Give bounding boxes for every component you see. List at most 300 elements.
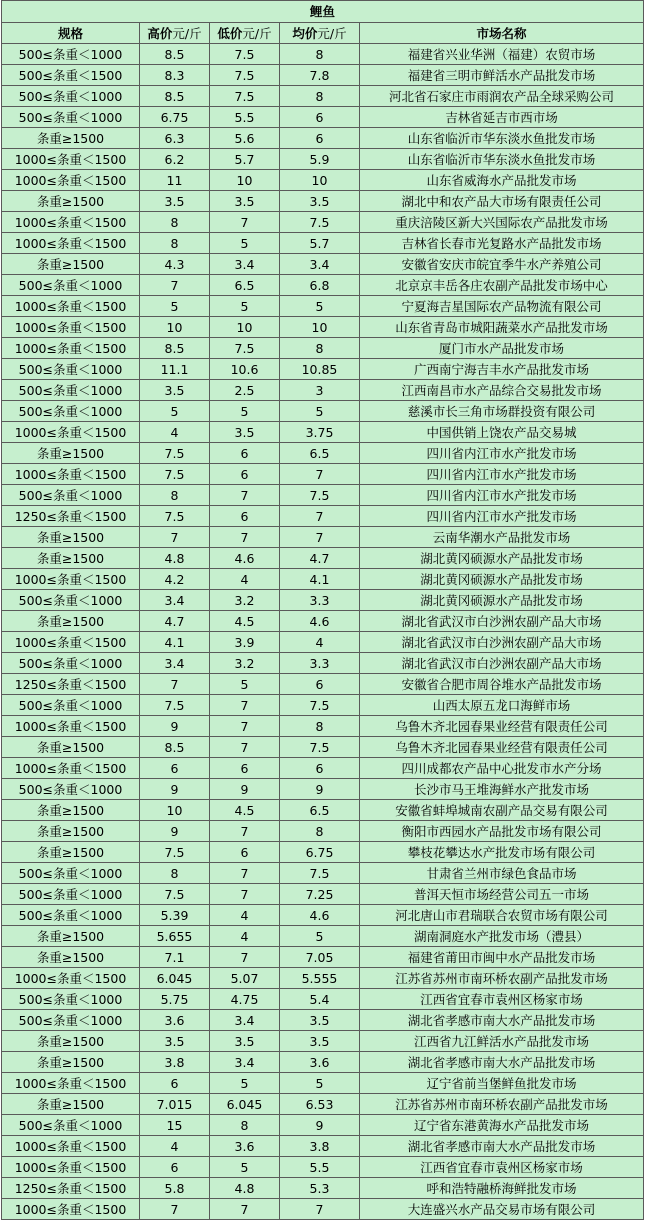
market-name-cell: 江西省宜春市袁州区杨家市场	[360, 1157, 644, 1178]
market-name-cell: 甘肃省兰州市绿色食品市场	[360, 863, 644, 884]
avg-price-cell: 7.8	[280, 65, 360, 86]
table-row	[2, 716, 644, 737]
table-row	[2, 254, 644, 275]
market-name-cell: 湖北黄冈硕源水产品批发市场	[360, 548, 644, 569]
high-price-cell: 7.1	[140, 947, 210, 968]
market-name-cell: 四川省内江市水产批发市场	[360, 485, 644, 506]
market-name-cell: 江苏省苏州市南环桥农副产品批发市场	[360, 1094, 644, 1115]
low-price-cell: 6	[210, 842, 280, 863]
high-price-cell: 5.8	[140, 1178, 210, 1199]
spec-cell: 条重≥1500	[2, 611, 140, 632]
low-price-cell: 5	[210, 674, 280, 695]
table-row	[2, 296, 644, 317]
avg-price-cell: 6.5	[280, 800, 360, 821]
low-price-cell: 3.4	[210, 1010, 280, 1031]
low-price-cell: 3.2	[210, 590, 280, 611]
market-name-cell: 四川省内江市水产批发市场	[360, 506, 644, 527]
high-price-cell: 11.1	[140, 359, 210, 380]
low-price-cell: 7	[210, 737, 280, 758]
low-price-cell: 7	[210, 716, 280, 737]
table-row	[2, 317, 644, 338]
avg-price-cell: 4.1	[280, 569, 360, 590]
high-price-cell: 9	[140, 779, 210, 800]
high-price-cell: 7.5	[140, 464, 210, 485]
table-row	[2, 149, 644, 170]
avg-price-cell: 5.9	[280, 149, 360, 170]
table-row	[2, 338, 644, 359]
low-price-cell: 3.5	[210, 1031, 280, 1052]
market-name-cell: 河北唐山市君瑞联合农贸市场有限公司	[360, 905, 644, 926]
avg-price-cell: 7.5	[280, 212, 360, 233]
avg-price-cell: 6.75	[280, 842, 360, 863]
avg-price-cell: 3.75	[280, 422, 360, 443]
high-price-cell: 4.3	[140, 254, 210, 275]
low-price-cell: 7	[210, 863, 280, 884]
header-avg-unit: 元/斤	[317, 25, 347, 41]
spec-cell: 条重≥1500	[2, 1052, 140, 1073]
market-name-cell: 湖北省武汉市白沙洲农副产品大市场	[360, 611, 644, 632]
low-price-cell: 10	[210, 170, 280, 191]
spec-cell: 条重≥1500	[2, 821, 140, 842]
avg-price-cell: 3.5	[280, 191, 360, 212]
market-name-cell: 福建省兴业华洲（福建）农贸市场	[360, 44, 644, 65]
low-price-cell: 4.5	[210, 611, 280, 632]
spec-cell: 500≤条重＜1000	[2, 905, 140, 926]
market-name-cell: 重庆涪陵区新大兴国际农产品批发市场	[360, 212, 644, 233]
market-name-cell: 福建省莆田市闽中水产品批发市场	[360, 947, 644, 968]
table-row	[2, 128, 644, 149]
spec-cell: 1000≤条重＜1500	[2, 170, 140, 191]
spec-cell: 条重≥1500	[2, 1031, 140, 1052]
avg-price-cell: 6.5	[280, 443, 360, 464]
low-price-cell: 5.07	[210, 968, 280, 989]
table-title: 鲤鱼	[2, 1, 644, 23]
avg-price-cell: 10	[280, 317, 360, 338]
avg-price-cell: 5.555	[280, 968, 360, 989]
high-price-cell: 7	[140, 527, 210, 548]
avg-price-cell: 3.5	[280, 1031, 360, 1052]
high-price-cell: 4.2	[140, 569, 210, 590]
spec-cell: 1250≤条重＜1500	[2, 674, 140, 695]
high-price-cell: 5	[140, 401, 210, 422]
avg-price-cell: 6	[280, 128, 360, 149]
header-low-unit: 元/斤	[242, 25, 272, 41]
high-price-cell: 8.5	[140, 737, 210, 758]
table-row	[2, 779, 644, 800]
table-row	[2, 485, 644, 506]
low-price-cell: 4.8	[210, 1178, 280, 1199]
high-price-cell: 7	[140, 1199, 210, 1220]
avg-price-cell: 5.5	[280, 1157, 360, 1178]
market-name-cell: 湖南洞庭水产批发市场（澧县）	[360, 926, 644, 947]
high-price-cell: 8	[140, 212, 210, 233]
market-name-cell: 慈溪市长三角市场群投资有限公司	[360, 401, 644, 422]
low-price-cell: 8	[210, 1115, 280, 1136]
low-price-cell: 5.6	[210, 128, 280, 149]
market-name-cell: 北京京丰岳各庄农副产品批发市场中心	[360, 275, 644, 296]
market-name-cell: 山东省青岛市城阳蔬菜水产品批发市场	[360, 317, 644, 338]
header-high-unit: 元/斤	[172, 25, 202, 41]
table-row	[2, 275, 644, 296]
high-price-cell: 8	[140, 485, 210, 506]
header-low-label: 低价	[217, 25, 243, 41]
spec-cell: 条重≥1500	[2, 947, 140, 968]
header-low-price	[210, 23, 280, 44]
market-name-cell: 湖北省武汉市白沙洲农副产品大市场	[360, 632, 644, 653]
high-price-cell: 6.75	[140, 107, 210, 128]
table-row	[2, 800, 644, 821]
table-row	[2, 632, 644, 653]
table-body	[2, 44, 644, 1220]
avg-price-cell: 3	[280, 380, 360, 401]
low-price-cell: 7	[210, 821, 280, 842]
avg-price-cell: 8	[280, 338, 360, 359]
spec-cell: 1000≤条重＜1500	[2, 1199, 140, 1220]
low-price-cell: 6.045	[210, 1094, 280, 1115]
low-price-cell: 4	[210, 905, 280, 926]
avg-price-cell: 7.5	[280, 485, 360, 506]
low-price-cell: 10	[210, 317, 280, 338]
spec-cell: 500≤条重＜1000	[2, 779, 140, 800]
high-price-cell: 7.5	[140, 884, 210, 905]
high-price-cell: 4.8	[140, 548, 210, 569]
spec-cell: 500≤条重＜1000	[2, 1115, 140, 1136]
table-row	[2, 527, 644, 548]
market-name-cell: 吉林省延吉市西市场	[360, 107, 644, 128]
spec-cell: 条重≥1500	[2, 128, 140, 149]
spec-cell: 500≤条重＜1000	[2, 695, 140, 716]
table-row	[2, 401, 644, 422]
avg-price-cell: 7.5	[280, 695, 360, 716]
avg-price-cell: 3.3	[280, 653, 360, 674]
low-price-cell: 3.9	[210, 632, 280, 653]
table-row	[2, 1052, 644, 1073]
header-avg-label: 均价	[292, 25, 318, 41]
market-name-cell: 安徽省合肥市周谷堆水产品批发市场	[360, 674, 644, 695]
spec-cell: 500≤条重＜1500	[2, 65, 140, 86]
low-price-cell: 7.5	[210, 44, 280, 65]
avg-price-cell: 5	[280, 926, 360, 947]
high-price-cell: 3.5	[140, 380, 210, 401]
low-price-cell: 6	[210, 758, 280, 779]
table-row	[2, 737, 644, 758]
low-price-cell: 7	[210, 1199, 280, 1220]
low-price-cell: 3.6	[210, 1136, 280, 1157]
spec-cell: 条重≥1500	[2, 1094, 140, 1115]
spec-cell: 500≤条重＜1000	[2, 359, 140, 380]
avg-price-cell: 8	[280, 821, 360, 842]
spec-cell: 条重≥1500	[2, 548, 140, 569]
spec-cell: 500≤条重＜1000	[2, 107, 140, 128]
avg-price-cell: 10.85	[280, 359, 360, 380]
table-row	[2, 758, 644, 779]
avg-price-cell: 7.5	[280, 737, 360, 758]
market-name-cell: 长沙市马王堆海鲜水产批发市场	[360, 779, 644, 800]
avg-price-cell: 3.5	[280, 1010, 360, 1031]
low-price-cell: 10.6	[210, 359, 280, 380]
spec-cell: 500≤条重＜1000	[2, 380, 140, 401]
table-row	[2, 968, 644, 989]
avg-price-cell: 8	[280, 716, 360, 737]
avg-price-cell: 10	[280, 170, 360, 191]
spec-cell: 条重≥1500	[2, 527, 140, 548]
high-price-cell: 7	[140, 275, 210, 296]
high-price-cell: 8.3	[140, 65, 210, 86]
spec-cell: 500≤条重＜1000	[2, 884, 140, 905]
table-row	[2, 1115, 644, 1136]
header-high-label: 高价	[147, 25, 173, 41]
table-row	[2, 1010, 644, 1031]
high-price-cell: 8.5	[140, 338, 210, 359]
high-price-cell: 8	[140, 233, 210, 254]
avg-price-cell: 8	[280, 44, 360, 65]
high-price-cell: 7.5	[140, 443, 210, 464]
low-price-cell: 9	[210, 779, 280, 800]
market-name-cell: 吉林省长春市光复路水产品批发市场	[360, 233, 644, 254]
high-price-cell: 3.4	[140, 590, 210, 611]
market-name-cell: 广西南宁海吉丰水产品批发市场	[360, 359, 644, 380]
spec-cell: 500≤条重＜1000	[2, 863, 140, 884]
market-name-cell: 江西南昌市水产品综合交易批发市场	[360, 380, 644, 401]
low-price-cell: 7.5	[210, 65, 280, 86]
spec-cell: 1000≤条重＜1500	[2, 149, 140, 170]
market-name-cell: 山东省临沂市华东淡水鱼批发市场	[360, 149, 644, 170]
low-price-cell: 7.5	[210, 86, 280, 107]
avg-price-cell: 4.7	[280, 548, 360, 569]
low-price-cell: 5.5	[210, 107, 280, 128]
high-price-cell: 6.3	[140, 128, 210, 149]
table-row	[2, 1031, 644, 1052]
table-row	[2, 989, 644, 1010]
table-row	[2, 1157, 644, 1178]
low-price-cell: 7	[210, 695, 280, 716]
avg-price-cell: 6.8	[280, 275, 360, 296]
high-price-cell: 4.7	[140, 611, 210, 632]
avg-price-cell: 5	[280, 296, 360, 317]
market-name-cell: 河北省石家庄市雨润农产品全球采购公司	[360, 86, 644, 107]
avg-price-cell: 4.6	[280, 611, 360, 632]
low-price-cell: 4.6	[210, 548, 280, 569]
high-price-cell: 8.5	[140, 86, 210, 107]
table-row	[2, 233, 644, 254]
high-price-cell: 7	[140, 674, 210, 695]
market-name-cell: 山西太原五龙口海鲜市场	[360, 695, 644, 716]
low-price-cell: 5	[210, 1073, 280, 1094]
header-row	[2, 23, 644, 44]
avg-price-cell: 7	[280, 527, 360, 548]
table-row	[2, 86, 644, 107]
low-price-cell: 4.75	[210, 989, 280, 1010]
table-row	[2, 821, 644, 842]
avg-price-cell: 5.7	[280, 233, 360, 254]
market-name-cell: 湖北中和农产品大市场有限责任公司	[360, 191, 644, 212]
spec-cell: 500≤条重＜1000	[2, 44, 140, 65]
low-price-cell: 2.5	[210, 380, 280, 401]
avg-price-cell: 6	[280, 674, 360, 695]
market-name-cell: 衡阳市西园水产品批发市场有限公司	[360, 821, 644, 842]
spec-cell: 1000≤条重＜1500	[2, 1136, 140, 1157]
avg-price-cell: 7	[280, 506, 360, 527]
avg-price-cell: 8	[280, 86, 360, 107]
high-price-cell: 9	[140, 716, 210, 737]
market-name-cell: 攀枝花攀达水产批发市场有限公司	[360, 842, 644, 863]
table-row	[2, 842, 644, 863]
table-row	[2, 590, 644, 611]
high-price-cell: 5.75	[140, 989, 210, 1010]
table-row	[2, 548, 644, 569]
avg-price-cell: 3.4	[280, 254, 360, 275]
spec-cell: 1000≤条重＜1500	[2, 1157, 140, 1178]
low-price-cell: 3.4	[210, 1052, 280, 1073]
spec-cell: 条重≥1500	[2, 800, 140, 821]
low-price-cell: 6	[210, 506, 280, 527]
low-price-cell: 7	[210, 212, 280, 233]
price-table	[1, 0, 644, 1220]
spec-cell: 1000≤条重＜1500	[2, 569, 140, 590]
title-row	[2, 1, 644, 23]
high-price-cell: 3.5	[140, 1031, 210, 1052]
avg-price-cell: 7.25	[280, 884, 360, 905]
low-price-cell: 4.5	[210, 800, 280, 821]
table-row	[2, 212, 644, 233]
market-name-cell: 安徽省蚌埠城南农副产品交易有限公司	[360, 800, 644, 821]
high-price-cell: 6	[140, 1073, 210, 1094]
market-name-cell: 安徽省安庆市皖宜季牛水产养殖公司	[360, 254, 644, 275]
low-price-cell: 5	[210, 401, 280, 422]
spec-cell: 1000≤条重＜1500	[2, 632, 140, 653]
spec-cell: 1000≤条重＜1500	[2, 1073, 140, 1094]
table-row	[2, 464, 644, 485]
table-row	[2, 107, 644, 128]
header-market: 市场名称	[360, 23, 644, 44]
table-row	[2, 569, 644, 590]
low-price-cell: 4	[210, 926, 280, 947]
high-price-cell: 8.5	[140, 44, 210, 65]
avg-price-cell: 9	[280, 779, 360, 800]
spec-cell: 1000≤条重＜1500	[2, 716, 140, 737]
market-name-cell: 辽宁省东港黄海水产品批发市场	[360, 1115, 644, 1136]
table-row	[2, 44, 644, 65]
market-name-cell: 乌鲁木齐北园春果业经营有限责任公司	[360, 716, 644, 737]
low-price-cell: 3.4	[210, 254, 280, 275]
high-price-cell: 6.045	[140, 968, 210, 989]
table-row	[2, 443, 644, 464]
market-name-cell: 普洱天恒市场经营公司五一市场	[360, 884, 644, 905]
market-name-cell: 湖北省孝感市南大水产品批发市场	[360, 1010, 644, 1031]
market-name-cell: 辽宁省前当堡鲜鱼批发市场	[360, 1073, 644, 1094]
spec-cell: 1000≤条重＜1500	[2, 338, 140, 359]
high-price-cell: 7.5	[140, 506, 210, 527]
avg-price-cell: 4.6	[280, 905, 360, 926]
high-price-cell: 4.1	[140, 632, 210, 653]
avg-price-cell: 4	[280, 632, 360, 653]
market-name-cell: 大连盛兴水产品交易市场有限公司	[360, 1199, 644, 1220]
low-price-cell: 3.5	[210, 422, 280, 443]
table-row	[2, 380, 644, 401]
low-price-cell: 7	[210, 527, 280, 548]
spec-cell: 500≤条重＜1000	[2, 86, 140, 107]
table-row	[2, 191, 644, 212]
avg-price-cell: 7	[280, 1199, 360, 1220]
spec-cell: 条重≥1500	[2, 737, 140, 758]
high-price-cell: 15	[140, 1115, 210, 1136]
table-row	[2, 1094, 644, 1115]
header-avg-price	[280, 23, 360, 44]
table-row	[2, 884, 644, 905]
market-name-cell: 四川成都农产品中心批发市水产分场	[360, 758, 644, 779]
table-row	[2, 674, 644, 695]
table-row	[2, 170, 644, 191]
avg-price-cell: 5	[280, 401, 360, 422]
market-name-cell: 湖北黄冈硕源水产品批发市场	[360, 590, 644, 611]
header-spec: 规格	[2, 23, 140, 44]
spec-cell: 500≤条重＜1000	[2, 989, 140, 1010]
spec-cell: 条重≥1500	[2, 254, 140, 275]
high-price-cell: 7.015	[140, 1094, 210, 1115]
avg-price-cell: 6	[280, 107, 360, 128]
spec-cell: 500≤条重＜1000	[2, 275, 140, 296]
table-row	[2, 947, 644, 968]
market-name-cell: 厦门市水产品批发市场	[360, 338, 644, 359]
avg-price-cell: 6	[280, 758, 360, 779]
avg-price-cell: 5	[280, 1073, 360, 1094]
table-row	[2, 653, 644, 674]
low-price-cell: 3.2	[210, 653, 280, 674]
high-price-cell: 3.5	[140, 191, 210, 212]
low-price-cell: 5	[210, 233, 280, 254]
low-price-cell: 7	[210, 947, 280, 968]
high-price-cell: 3.4	[140, 653, 210, 674]
table-row	[2, 1073, 644, 1094]
spec-cell: 1250≤条重＜1500	[2, 506, 140, 527]
spec-cell: 1000≤条重＜1500	[2, 212, 140, 233]
spec-cell: 条重≥1500	[2, 842, 140, 863]
market-name-cell: 湖北省孝感市南大水产品批发市场	[360, 1052, 644, 1073]
spec-cell: 条重≥1500	[2, 191, 140, 212]
spec-cell: 1000≤条重＜1500	[2, 968, 140, 989]
high-price-cell: 9	[140, 821, 210, 842]
spec-cell: 1000≤条重＜1500	[2, 233, 140, 254]
market-name-cell: 江西省宜春市袁州区杨家市场	[360, 989, 644, 1010]
spec-cell: 500≤条重＜1000	[2, 653, 140, 674]
high-price-cell: 6	[140, 1157, 210, 1178]
low-price-cell: 3.5	[210, 191, 280, 212]
market-name-cell: 湖北省武汉市白沙洲农副产品大市场	[360, 653, 644, 674]
spec-cell: 1000≤条重＜1500	[2, 464, 140, 485]
avg-price-cell: 6.53	[280, 1094, 360, 1115]
high-price-cell: 7.5	[140, 842, 210, 863]
high-price-cell: 4	[140, 422, 210, 443]
table-row	[2, 1178, 644, 1199]
high-price-cell: 5.39	[140, 905, 210, 926]
spec-cell: 500≤条重＜1000	[2, 485, 140, 506]
market-name-cell: 江苏省苏州市南环桥农副产品批发市场	[360, 968, 644, 989]
table-row	[2, 506, 644, 527]
low-price-cell: 7.5	[210, 338, 280, 359]
high-price-cell: 3.6	[140, 1010, 210, 1031]
table-row	[2, 1136, 644, 1157]
avg-price-cell: 3.8	[280, 1136, 360, 1157]
spec-cell: 1000≤条重＜1500	[2, 422, 140, 443]
avg-price-cell: 7.5	[280, 863, 360, 884]
spec-cell: 500≤条重＜1000	[2, 1010, 140, 1031]
high-price-cell: 6	[140, 758, 210, 779]
market-name-cell: 福建省三明市鲜活水产品批发市场	[360, 65, 644, 86]
market-name-cell: 四川省内江市水产批发市场	[360, 443, 644, 464]
market-name-cell: 湖北省孝感市南大水产品批发市场	[360, 1136, 644, 1157]
table-row	[2, 65, 644, 86]
high-price-cell: 11	[140, 170, 210, 191]
